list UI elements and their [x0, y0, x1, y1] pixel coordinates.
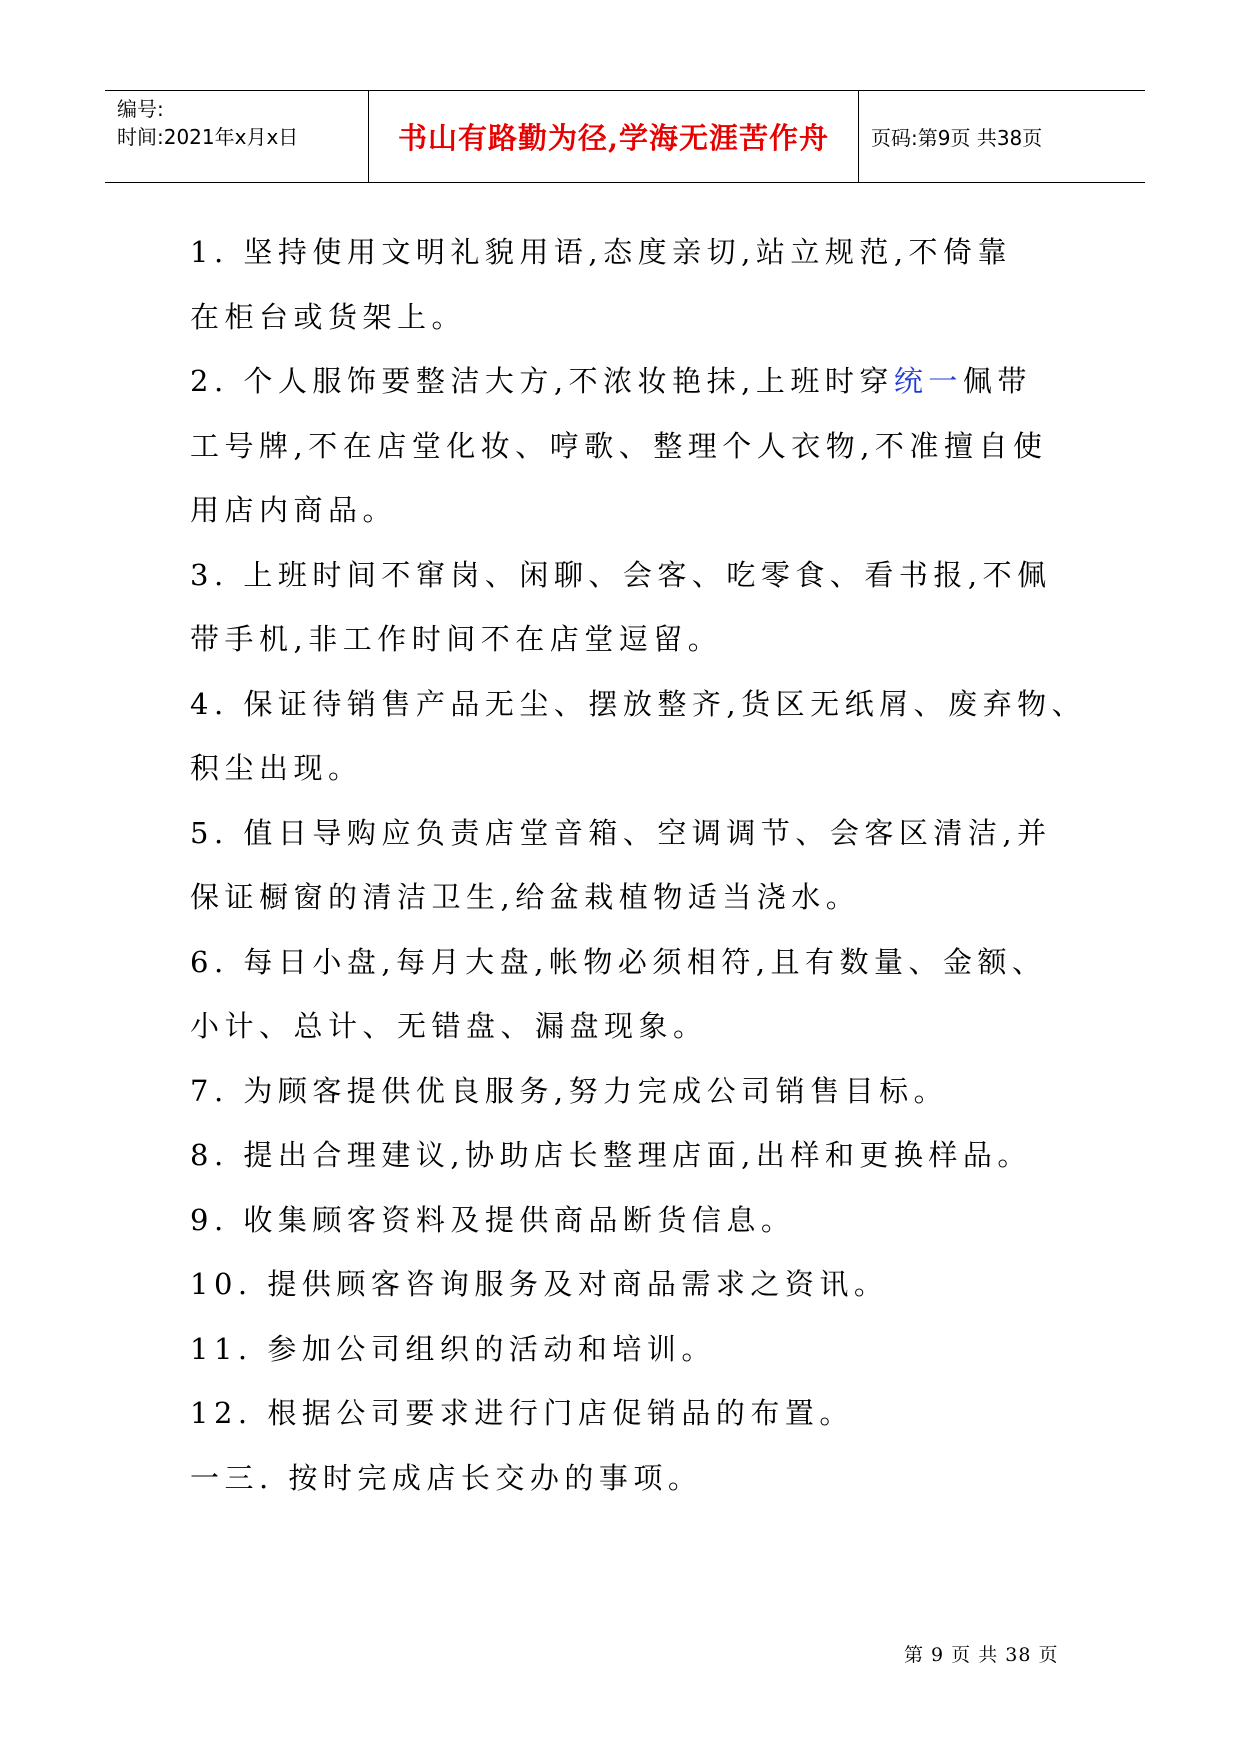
header-meta [105, 91, 369, 182]
paragraph-line: 工号牌,不在店堂化妆、哼歌、整理个人衣物,不准擅自使 [190, 428, 1048, 463]
header-page-number: 页码:第9页 共38页 [871, 126, 1043, 150]
page-header [105, 90, 1145, 183]
paragraph-line: 保证橱窗的清洁卫生,给盆栽植物适当浇水。 [190, 880, 861, 914]
paragraph-line: 在柜台或货架上。 [190, 299, 467, 334]
paragraph-line: 一三. 按时完成店长交办的事项。 [190, 1460, 703, 1495]
document-body [190, 220, 1090, 1510]
text-run: 2. 个人服饰要整洁大方,不浓妆艳抹,上班时穿 [190, 364, 894, 398]
document-date-label: 时间:2021年x月x日 [117, 125, 299, 149]
paragraph-line: 带手机,非工作时间不在店堂逗留。 [190, 622, 723, 656]
paragraph-line: 3. 上班时间不窜岗、闲聊、会客、吃零食、看书报,不佩 [190, 557, 1052, 592]
paragraph-line: 1. 坚持使用文明礼貌用语,态度亲切,站立规范,不倚靠 [190, 235, 1013, 269]
header-motto: 书山有路勤为径,学海无涯苦作舟 [397, 121, 830, 155]
paragraph-line: 8. 提出合理建议,协助店长整理店面,出样和更换样品。 [190, 1138, 1032, 1172]
header-motto-cell [369, 91, 859, 182]
document-number-label: 编号: [117, 97, 164, 121]
paragraph-line: 积尘出现。 [190, 751, 363, 785]
paragraph-line: 6. 每日小盘,每月大盘,帐物必须相符,且有数量、金额、 [190, 944, 1047, 979]
paragraph-line: 10. 提供顾客咨询服务及对商品需求之资讯。 [190, 1267, 889, 1301]
page-footer: 第 9 页 共 38 页 [904, 1644, 1059, 1666]
paragraph-line: 9. 收集顾客资料及提供商品断货信息。 [190, 1202, 796, 1237]
text-run: 佩带 [962, 364, 1032, 398]
paragraph-line: 11. 参加公司组织的活动和培训。 [190, 1331, 716, 1366]
paragraph-line: 12. 根据公司要求进行门店促销品的布置。 [190, 1396, 854, 1430]
paragraph-line: 7. 为顾客提供优良服务,努力完成公司销售目标。 [190, 1073, 949, 1108]
paragraph-line: 5. 值日导购应负责店堂音箱、空调调节、会客区清洁,并 [190, 815, 1052, 850]
paragraph-line [190, 349, 1090, 414]
hyperlink-text[interactable]: 统一 [893, 364, 963, 398]
paragraph-line: 用店内商品。 [190, 493, 398, 527]
paragraph-line: 4. 保证待销售产品无尘、摆放整齐,货区无纸屑、废弃物、 [190, 686, 1087, 721]
paragraph-line: 小计、总计、无错盘、漏盘现象。 [190, 1009, 708, 1043]
